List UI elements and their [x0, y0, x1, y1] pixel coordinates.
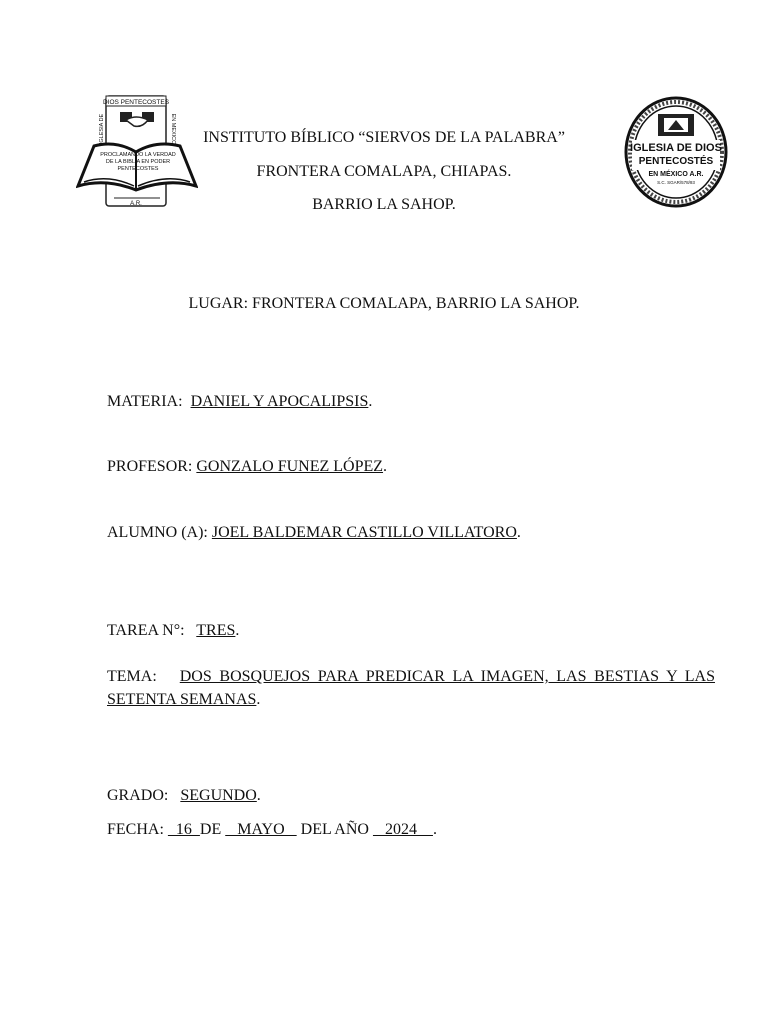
- fecha-label: FECHA:: [107, 821, 168, 838]
- logo-right-text: EN MEXICO: [170, 113, 176, 145]
- institute-name: INSTITUTO BÍBLICO “SIERVOS DE LA PALABRA”: [203, 129, 565, 146]
- logo-banner-line1: PROCLAMANDO LA VERDAD: [100, 152, 176, 158]
- alumno-line: [107, 524, 521, 542]
- institute-logo: [76, 94, 198, 208]
- fecha-line: [107, 821, 437, 839]
- handshake-icon: [120, 112, 154, 126]
- profesor-value: GONZALO FUNEZ LÓPEZ: [196, 458, 384, 475]
- fecha-day: 16: [167, 821, 200, 838]
- tema-paragraph: [107, 665, 715, 711]
- profesor-label: PROFESOR:: [107, 458, 197, 475]
- logo-top-text: DIOS PENTECOSTES: [102, 99, 170, 106]
- alumno-value: JOEL BALDEMAR CASTILLO VILLATORO: [211, 524, 517, 541]
- logo-left-text: IGLESIA DE: [99, 113, 105, 145]
- lugar-line: LUGAR: FRONTERA COMALAPA, BARRIO LA SAHOP.: [188, 295, 580, 312]
- profesor-period: .: [383, 458, 388, 475]
- tarea-line: [107, 622, 239, 640]
- materia-label: MATERIA:: [107, 393, 191, 410]
- tarea-label: TAREA N°:: [107, 622, 197, 639]
- profesor-line: [107, 458, 387, 476]
- seal-registration: S.C. SGAR/578/93: [657, 180, 695, 185]
- seal-main-line1: IGLESIA DE DIOS: [630, 142, 722, 154]
- logo-banner-line2: DE LA BIBLIA EN PODER: [105, 159, 171, 165]
- grado-period: .: [256, 787, 261, 804]
- institute-city: FRONTERA COMALAPA, CHIAPAS.: [256, 163, 512, 180]
- tarea-period: .: [235, 622, 240, 639]
- institute-neighborhood: BARRIO LA SAHOP.: [312, 196, 456, 213]
- fecha-year: 2024: [372, 821, 433, 838]
- grado-label: GRADO:: [107, 787, 181, 804]
- grado-value: SEGUNDO: [180, 787, 257, 804]
- church-seal-logo: [624, 96, 728, 208]
- fecha-year-label: DEL AÑO: [296, 821, 373, 838]
- tema-period: .: [256, 691, 261, 708]
- alumno-period: .: [516, 524, 521, 541]
- materia-line: [107, 393, 372, 411]
- alumno-label: ALUMNO (A):: [107, 524, 212, 541]
- fecha-month: MAYO: [225, 821, 297, 838]
- materia-value: DANIEL Y APOCALIPSIS: [190, 393, 369, 410]
- tema-label: TEMA:: [107, 668, 180, 685]
- fecha-period: .: [432, 821, 437, 838]
- tema-value: DOS BOSQUEJOS PARA PREDICAR LA IMAGEN, LAS BESTIAS Y LAS SETENTA SEMANAS: [107, 668, 715, 708]
- fecha-de: DE: [199, 821, 226, 838]
- seal-main-line2: PENTECOSTÉS: [638, 156, 714, 167]
- tarea-value: TRES: [196, 622, 236, 639]
- logo-bottom-text: A.R.: [130, 201, 142, 207]
- logo-banner-line3: PENTECOSTES: [117, 166, 159, 172]
- materia-period: .: [368, 393, 373, 410]
- seal-main-line3: EN MÉXICO A.R.: [648, 171, 704, 178]
- grado-line: [107, 787, 261, 805]
